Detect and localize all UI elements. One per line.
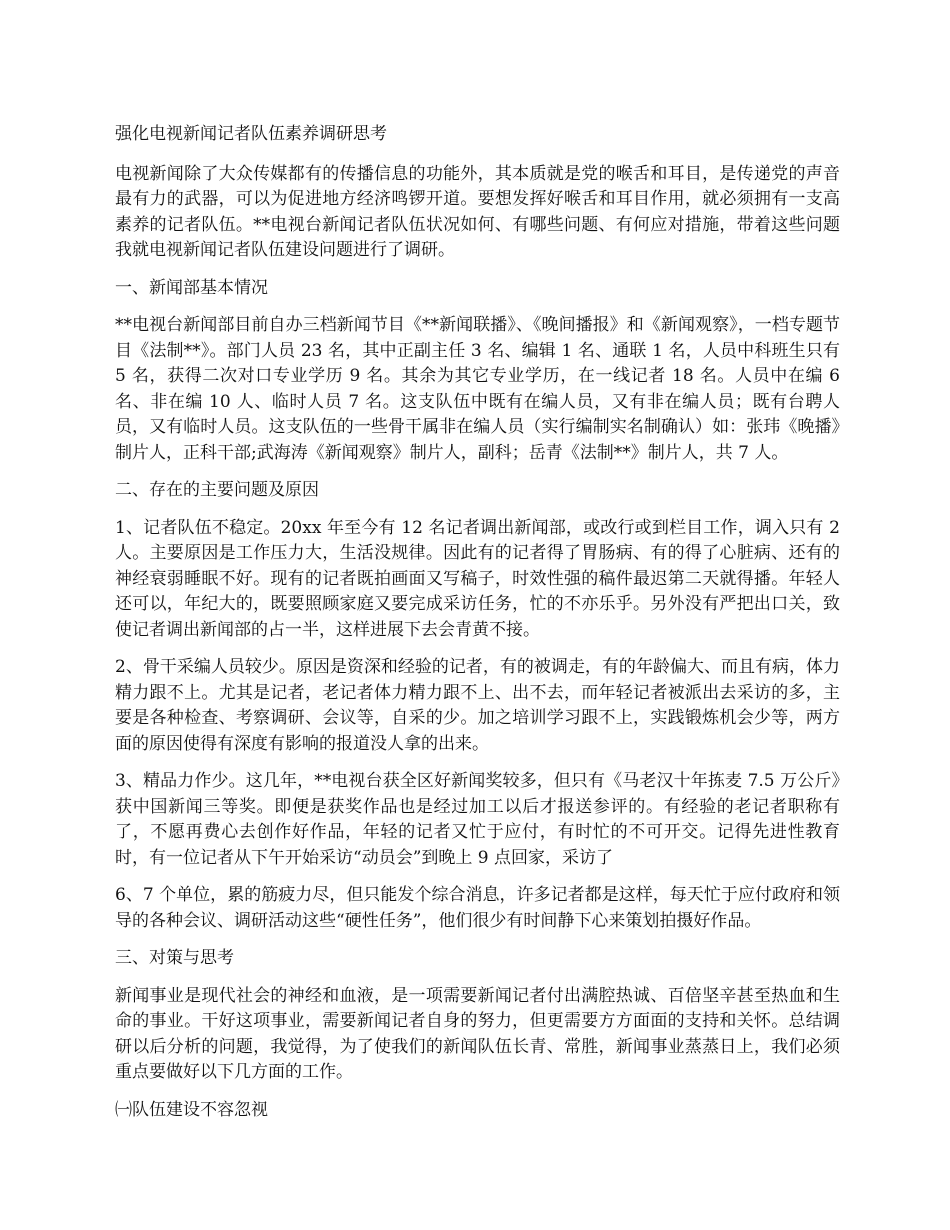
basic-situation-paragraph: **电视台新闻部目前自办三档新闻节目《**新闻联播》、《晚间播报》和《新闻观察》，一档专题节目《法制**》。部门人员 23 名，其中正副主任 3 名、编辑 1 名、通联 1 名，人员中科班生只有 5 名，获得二次对口专业学历 9 名。其余为其它专业学历，在一线记者 18 名。人员中在编 6 名、非在编 10 人、临时人员 7 名。这支队伍中既有在编人员，又有非在编人员；既有台聘人员，又有临时人员。这支队伍的一些骨干属非在编人员（实行编制实名制确认）如：张玮《晚播》制片人，正科干部;武海涛《新闻观察》制片人，副科；岳青《法制**》制片人，共 7 人。: [115, 315, 840, 463]
problem-paragraph-continued: 6、7 个单位，累的筋疲力尽，但只能发个综合消息，许多记者都是这样，每天忙于应付政府和领导的各种会议、调研活动这些“硬性任务”，他们很少有时间静下心来策划拍摄好作品。: [115, 885, 840, 931]
problem-paragraph-1: 1、记者队伍不稳定。20xx 年至今有 12 名记者调出新闻部，或改行或到栏目工作，调入只有 2 人。主要原因是工作压力大，生活没规律。因此有的记者得了胃肠病、有的得了心脏病、还有的神经衰弱睡眠不好。现有的记者既拍画面又写稿子，时效性强的稿件最迟第二天就得播。年轻人还可以，年纪大的，既要照顾家庭又要完成采访任务，忙的不亦乐乎。另外没有严把出口关，致使记者调出新闻部的占一半，这样进展下去会青黄不接。: [115, 517, 840, 640]
section-heading-countermeasures: 三、对策与思考: [115, 948, 234, 968]
problem-paragraph-2: 2、骨干采编人员较少。原因是资深和经验的记者，有的被调走，有的年龄偏大、而且有病，体力精力跟不上。尤其是记者，老记者体力精力跟不上、出不去，而年轻记者被派出去采访的多，主要是各种检查、考察调研、会议等，自采的少。加之培训学习跟不上，实践锻炼机会少等，两方面的原因使得有深度有影响的报道没人拿的出来。: [115, 657, 840, 754]
subheading-team-building: ㈠队伍建设不容忽视: [115, 1099, 268, 1120]
countermeasures-paragraph: 新闻事业是现代社会的神经和血液，是一项需要新闻记者付出满腔热诚、百倍坚辛甚至热血和生命的事业。干好这项事业，需要新闻记者自身的努力，但更需要方方面面的支持和关怀。总结调研以后分析的问题，我觉得，为了使我们的新闻队伍长青、常胜，新闻事业蒸蒸日上，我们必须重点要做好以下几方面的工作。: [115, 985, 840, 1082]
document-body: [115, 122, 840, 1135]
section-heading-basic-situation: 一、新闻部基本情况: [115, 277, 268, 298]
intro-paragraph: 电视新闻除了大众传媒都有的传播信息的功能外，其本质就是党的喉舌和耳目，是传递党的声音最有力的武器，可以为促进地方经济鸣锣开道。要想发挥好喉舌和耳目作用，就必须拥有一支高素养的记者队伍。**电视台新闻记者队伍状况如何、有哪些问题、有何应对措施，带着这些问题我就电视新闻记者队伍建设问题进行了调研。: [115, 163, 840, 260]
problem-paragraph-3: 3、精品力作少。这几年，**电视台获全区好新闻奖较多，但只有《马老汉十年拣麦 7.5 万公斤》获中国新闻三等奖。即便是获奖作品也是经过加工以后才报送参评的。有经验的老记者职称有了，不愿再费心去创作好作品，年轻的记者又忙于应付，有时忙的不可开交。记得先进性教育时，有一位记者从下午开始采访“动员会”到晚上 9 点回家，采访了: [115, 771, 840, 868]
document-title: 强化电视新闻记者队伍素养调研思考: [115, 124, 387, 144]
section-heading-main-problems: 二、存在的主要问题及原因: [115, 480, 319, 500]
